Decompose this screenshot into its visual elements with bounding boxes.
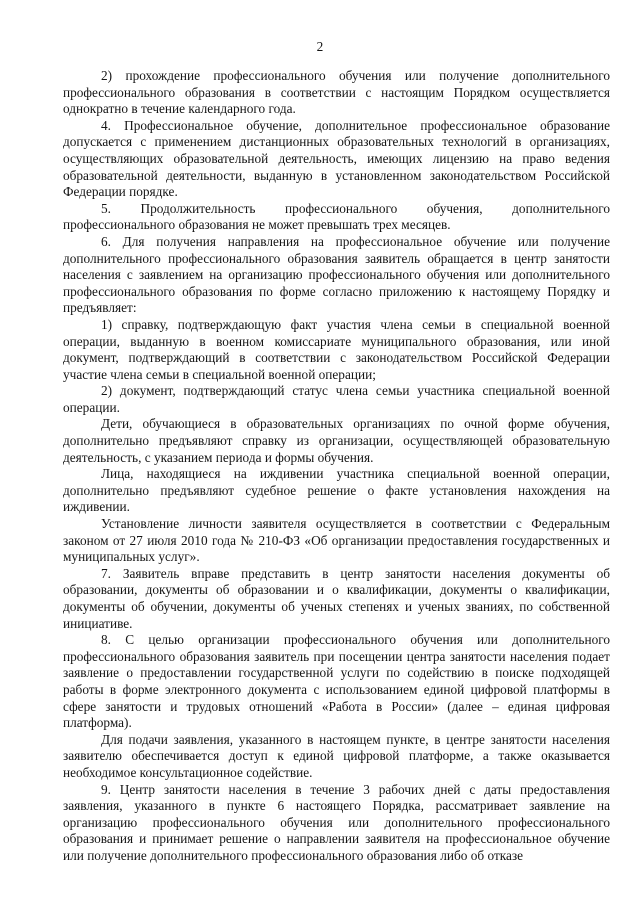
paragraph-1-clause-2: 2) прохождение профессионального обучения или получение дополнительного профессионального образования в соответствии с настоящим Порядком осуществляется однократно в течение календарного года. (63, 68, 610, 117)
paragraph-children-students: Дети, обучающиеся в образовательных организациях по очной форме обучения, дополнительно предъявляют справку из организации, осуществляющей образовательную деятельность, с указанием периода и формы обучения. (63, 416, 610, 465)
paragraph-clause-9: 9. Центр занятости населения в течение 3 рабочих дней с даты предоставления заявления, указанного в пункте 6 настоящего Порядка, рассматривает заявление на организацию профессионального обучения или дополнительного профессионального образования и принимает решение о направлении заявителя на профессиональное обучение или получение дополнительного профессионального образования либо об отказе (63, 781, 610, 863)
paragraph-clause-6: 6. Для получения направления на профессиональное обучение или получение дополнительного профессионального образования заявитель обращается в центр занятости населения с заявлением на организацию профессионального обучения или дополнительного профессионального образования по форме согласно приложению к настоящему Порядку и предъявляет: (63, 233, 610, 316)
paragraph-clause-6-item-1: 1) справку, подтверждающую факт участия члена семьи в специальной военной операции, выданную в военном комиссариате муниципального образования, или иной документ, подтверждающий в соответствии с законодательством Российской Федерации участие члена семьи в специальной военной операции; (63, 316, 610, 382)
paragraph-clause-5: 5. Продолжительность профессионального обучения, дополнительного профессионального образования не может превышать трех месяцев. (63, 200, 610, 233)
document-body (63, 68, 610, 865)
paragraph-identity: Установление личности заявителя осуществляется в соответствии с Федеральным законом от 27 июля 2010 года № 210-ФЗ «Об организации предоставления государственных и муниципальных услуг». (63, 516, 610, 565)
paragraph-clause-7: 7. Заявитель вправе представить в центр занятости населения документы об образовании, документы об образовании и о квалификации, документы о квалификации, документы об обучении, документы об ученых степенях и ученых званиях, по собственной инициативе. (63, 565, 610, 631)
page-number: 2 (316, 39, 324, 54)
paragraph-dependents: Лица, находящиеся на иждивении участника специальной военной операции, дополнительно предъявляют судебное решение о факте установления нахождения на иждивении. (63, 466, 610, 515)
paragraph-clause-6-item-2: 2) документ, подтверждающий статус члена семьи участника специальной военной операции. (63, 383, 610, 415)
paragraph-clause-8-access: Для подачи заявления, указанного в настоящем пункте, в центре занятости населения заявителю обеспечивается доступ к единой цифровой платформе, а также оказывается необходимое консультационное содействие. (63, 731, 610, 780)
paragraph-clause-8: 8. С целью организации профессионального обучения или дополнительного профессионального образования заявитель при посещении центра занятости населения подает заявление о предоставлении государственной услуги по содействию в поиске подходящей работы в форме электронного документа с использованием единой цифровой платформы в сфере занятости и трудовых отношений «Работа в России» (далее – единая цифровая платформа). (63, 632, 610, 731)
paragraph-clause-4: 4. Профессиональное обучение, дополнительное профессиональное образование допускается с применением дистанционных образовательных технологий в организациях, осуществляющих образовательной деятельность, имеющих лицензию на право ведения образовательной деятельности, выданную в установленном законодательством Российской Федерации порядке. (63, 117, 610, 200)
